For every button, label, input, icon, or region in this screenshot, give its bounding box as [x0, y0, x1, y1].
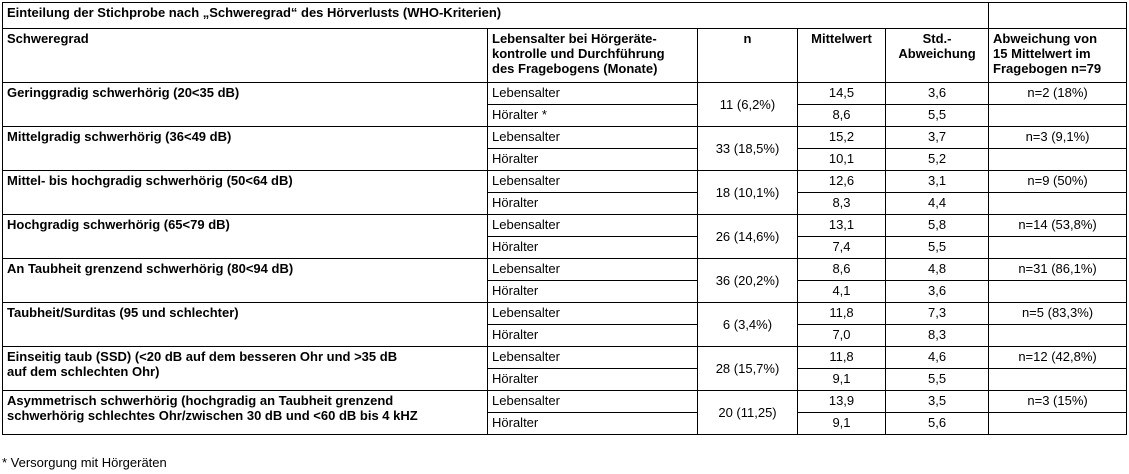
measure-type: Höralter [488, 193, 698, 215]
header-age-line3: des Fragebogens (Monate) [492, 61, 658, 76]
header-deviation-line1: Abweichung von [993, 31, 1098, 46]
header-n: n [698, 29, 798, 83]
header-severity: Schweregrad [3, 29, 488, 83]
mean-value: 9,1 [798, 369, 886, 391]
sd-value: 5,2 [886, 149, 989, 171]
sd-value: 8,3 [886, 325, 989, 347]
deviation-empty [989, 369, 1127, 391]
sd-value: 5,5 [886, 237, 989, 259]
severity-label-line1: Geringgradig schwerhörig (20<35 dB) [7, 85, 240, 100]
mean-value: 9,1 [798, 413, 886, 435]
severity-label [3, 391, 488, 435]
table-row [3, 171, 1127, 193]
table-row [3, 347, 1127, 369]
sd-value: 3,6 [886, 281, 989, 303]
header-deviation-line3: Fragebogen n=79 [993, 61, 1102, 76]
header-age-line1: Lebensalter bei Hörgeräte- [492, 31, 657, 46]
measure-type: Lebensalter [488, 391, 698, 413]
group-n: 18 (10,1%) [698, 171, 798, 215]
sd-value: 3,1 [886, 171, 989, 193]
measure-type: Lebensalter [488, 215, 698, 237]
table-title-empty-cell [989, 3, 1127, 29]
severity-label-line2: schwerhörig schlechtes Ohr/zwischen 30 dB und <60 dB bis 4 kHZ [7, 408, 418, 423]
measure-type: Höralter * [488, 105, 698, 127]
measure-type: Höralter [488, 237, 698, 259]
mean-value: 11,8 [798, 303, 886, 325]
header-sd [886, 29, 989, 83]
deviation-value: n=3 (15%) [989, 391, 1127, 413]
measure-type: Lebensalter [488, 259, 698, 281]
severity-label-line1: Asymmetrisch schwerhörig (hochgradig an Taubheit grenzend [7, 393, 394, 408]
deviation-value: n=5 (83,3%) [989, 303, 1127, 325]
deviation-value: n=9 (50%) [989, 171, 1127, 193]
group-n: 20 (11,25) [698, 391, 798, 435]
table-row [3, 259, 1127, 281]
deviation-empty [989, 193, 1127, 215]
sd-value: 3,6 [886, 83, 989, 105]
header-age-line2: kontrolle und Durchführung [492, 46, 665, 61]
sd-value: 5,5 [886, 105, 989, 127]
severity-label-line1: An Taubheit grenzend schwerhörig (80<94 dB) [7, 261, 294, 276]
deviation-empty [989, 325, 1127, 347]
deviation-value: n=12 (42,8%) [989, 347, 1127, 369]
deviation-value: n=31 (86,1%) [989, 259, 1127, 281]
severity-label-line1: Mittelgradig schwerhörig (36<49 dB) [7, 129, 232, 144]
severity-label-line1: Taubheit/Surditas (95 und schlechter) [7, 305, 239, 320]
header-sd-line2: Abweichung [898, 46, 976, 61]
mean-value: 8,6 [798, 259, 886, 281]
table-row [3, 83, 1127, 105]
table-row [3, 215, 1127, 237]
table-header-row [3, 29, 1127, 83]
sd-value: 3,5 [886, 391, 989, 413]
deviation-empty [989, 149, 1127, 171]
severity-label [3, 215, 488, 259]
measure-type: Lebensalter [488, 83, 698, 105]
header-sd-line1: Std.- [922, 31, 952, 46]
group-n: 28 (15,7%) [698, 347, 798, 391]
deviation-value: n=14 (53,8%) [989, 215, 1127, 237]
sd-value: 5,8 [886, 215, 989, 237]
group-n: 33 (18,5%) [698, 127, 798, 171]
severity-label [3, 303, 488, 347]
group-n: 6 (3,4%) [698, 303, 798, 347]
severity-label-line1: Hochgradig schwerhörig (65<79 dB) [7, 217, 230, 232]
measure-type: Höralter [488, 325, 698, 347]
severity-label [3, 347, 488, 391]
sd-value: 3,7 [886, 127, 989, 149]
severity-label [3, 171, 488, 215]
mean-value: 7,4 [798, 237, 886, 259]
sd-value: 4,4 [886, 193, 989, 215]
mean-value: 4,1 [798, 281, 886, 303]
group-n: 36 (20,2%) [698, 259, 798, 303]
table-row [3, 303, 1127, 325]
measure-type: Höralter [488, 369, 698, 391]
deviation-empty [989, 413, 1127, 435]
mean-value: 8,6 [798, 105, 886, 127]
mean-value: 12,6 [798, 171, 886, 193]
mean-value: 13,1 [798, 215, 886, 237]
table-footnote: * Versorgung mit Hörgeräten [2, 455, 167, 470]
measure-type: Höralter [488, 413, 698, 435]
deviation-value: n=3 (9,1%) [989, 127, 1127, 149]
mean-value: 10,1 [798, 149, 886, 171]
mean-value: 8,3 [798, 193, 886, 215]
sd-value: 7,3 [886, 303, 989, 325]
table-row [3, 391, 1127, 413]
severity-label [3, 127, 488, 171]
severity-label-line1: Mittel- bis hochgradig schwerhörig (50<64 dB) [7, 173, 293, 188]
table-title-row [3, 3, 1127, 29]
measure-type: Lebensalter [488, 303, 698, 325]
mean-value: 13,9 [798, 391, 886, 413]
deviation-empty [989, 281, 1127, 303]
mean-value: 11,8 [798, 347, 886, 369]
measure-type: Lebensalter [488, 127, 698, 149]
severity-label [3, 83, 488, 127]
header-age [488, 29, 698, 83]
severity-label [3, 259, 488, 303]
severity-label-line2: auf dem schlechten Ohr) [7, 364, 160, 379]
hearing-loss-table [2, 2, 1127, 435]
sd-value: 5,5 [886, 369, 989, 391]
sd-value: 4,8 [886, 259, 989, 281]
measure-type: Höralter [488, 149, 698, 171]
mean-value: 7,0 [798, 325, 886, 347]
severity-label-line1: Einseitig taub (SSD) (<20 dB auf dem besseren Ohr und >35 dB [7, 349, 398, 364]
measure-type: Höralter [488, 281, 698, 303]
deviation-value: n=2 (18%) [989, 83, 1127, 105]
header-deviation-line2: 15 Mittelwert im [993, 46, 1091, 61]
deviation-empty [989, 105, 1127, 127]
table-row [3, 127, 1127, 149]
table-title: Einteilung der Stichprobe nach „Schweregrad“ des Hörverlusts (WHO-Kriterien) [3, 3, 989, 29]
sd-value: 5,6 [886, 413, 989, 435]
header-deviation [989, 29, 1127, 83]
header-mean: Mittelwert [798, 29, 886, 83]
measure-type: Lebensalter [488, 171, 698, 193]
mean-value: 14,5 [798, 83, 886, 105]
group-n: 11 (6,2%) [698, 83, 798, 127]
measure-type: Lebensalter [488, 347, 698, 369]
group-n: 26 (14,6%) [698, 215, 798, 259]
sd-value: 4,6 [886, 347, 989, 369]
mean-value: 15,2 [798, 127, 886, 149]
deviation-empty [989, 237, 1127, 259]
